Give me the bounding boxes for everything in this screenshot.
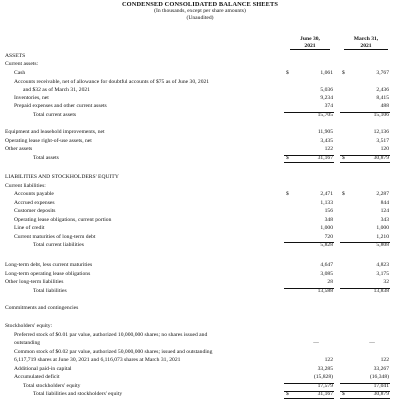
row-label: Accounts payable — [14, 191, 54, 197]
row-label: Preferred stock of $0.01 par value, authorized 10,000,000 shares; no shares issued and — [14, 331, 208, 338]
total-double-rule — [340, 160, 390, 163]
total-double-rule — [284, 160, 334, 163]
currency-symbol: $ — [342, 154, 345, 161]
table-row — [0, 242, 400, 251]
value-march-2021: 8,415 — [376, 95, 389, 101]
table-row — [0, 391, 400, 400]
row-label: Equipment and leasehold improvements, net — [5, 129, 105, 135]
value-march-2021: 30,879 — [373, 391, 389, 397]
subtotal-rule — [340, 242, 390, 243]
row-label: Commitments and contingencies — [5, 305, 79, 311]
currency-symbol: $ — [286, 391, 289, 397]
value-june-2021: 122 — [324, 146, 333, 152]
value-june-2021: 348 — [324, 216, 333, 223]
table-row — [0, 288, 400, 297]
subtotal-rule — [284, 391, 334, 392]
value-march-2021: 13,838 — [373, 287, 389, 294]
row-label: Total current liabilities — [33, 242, 84, 248]
value-june-2021: 9,234 — [320, 95, 333, 101]
row-label: outstanding — [14, 340, 41, 346]
value-june-2021: 1,000 — [320, 225, 333, 231]
total-double-rule — [284, 396, 334, 399]
column-header-march-2021 — [344, 36, 388, 49]
value-march-2021: 3,767 — [376, 70, 389, 76]
value-june-2021: 156 — [324, 208, 333, 214]
value-june-2021: 13,588 — [317, 287, 333, 294]
value-march-2021: 122 — [380, 357, 389, 363]
row-label: Accumulated deficit — [14, 374, 60, 380]
value-june-2021: 5,036 — [320, 86, 333, 93]
value-june-2021: 122 — [324, 357, 333, 363]
row-label: Current liabilities: — [5, 182, 46, 189]
value-march-2021: 1,000 — [376, 225, 389, 231]
row-label: Total stockholders' equity — [23, 382, 81, 389]
value-march-2021: (16,348) — [369, 374, 389, 380]
value-june-2021: 33,285 — [317, 365, 333, 372]
table-row — [0, 305, 400, 314]
statement-title: CONDENSED CONSOLIDATED BALANCE SHEETS — [121, 1, 279, 8]
subtotal-rule — [284, 242, 334, 243]
row-label: Inventories, net — [14, 95, 49, 101]
value-june-2021: 17,579 — [317, 382, 333, 389]
row-label: LIABILITIES AND STOCKHOLDERS' EQUITY — [5, 174, 119, 180]
value-march-2021: 3,517 — [376, 137, 389, 144]
value-june-2021: 3,435 — [320, 137, 333, 144]
value-march-2021: 12,136 — [373, 129, 389, 135]
column-header-line1: June 30, — [300, 36, 320, 42]
row-label: Additional paid-in capital — [14, 365, 72, 372]
value-march-2021: 3,175 — [376, 270, 389, 277]
row-label: 6,117,719 shares at June 30, 2021 and 6,116,073 shares at March 31, 2021 — [14, 357, 181, 363]
subtotal-rule — [284, 155, 334, 156]
value-march-2021: 844 — [380, 199, 389, 206]
currency-symbol: $ — [286, 191, 289, 197]
row-label: Common stock of $0.02 par value, authorized 50,000,000 shares; issued and outstanding — [14, 348, 213, 355]
value-june-2021: (15,828) — [313, 374, 333, 380]
value-june-2021: 374 — [324, 103, 333, 109]
value-june-2021: 15,705 — [317, 111, 333, 118]
value-june-2021: 31,167 — [317, 391, 333, 397]
subtotal-rule — [284, 288, 334, 289]
value-march-2021: 17,041 — [373, 382, 389, 389]
row-label: Current maturities of long-term debt — [14, 233, 96, 240]
row-label: Stockholders' equity: — [5, 323, 53, 329]
value-march-2021: 32 — [383, 279, 389, 285]
currency-symbol: $ — [342, 70, 345, 76]
table-row — [0, 61, 400, 70]
value-june-2021: 2,471 — [320, 191, 333, 197]
total-double-rule — [340, 396, 390, 399]
row-label: Total liabilities — [33, 287, 67, 294]
row-label: Total current assets — [33, 111, 77, 118]
row-label: Cash — [14, 70, 26, 76]
row-label: and $32 as of March 31, 2021 — [23, 86, 90, 93]
currency-symbol: $ — [286, 154, 289, 161]
value-march-2021: 2,436 — [376, 86, 389, 93]
subtotal-rule — [284, 112, 334, 113]
row-label: Accrued expenses — [14, 199, 55, 206]
row-label: Prepaid expenses and other current assets — [14, 103, 107, 109]
subtotal-rule — [340, 383, 390, 384]
row-label: Operating lease obligations, current portion — [14, 216, 112, 223]
value-june-2021: 4,647 — [320, 262, 333, 268]
currency-symbol: $ — [342, 391, 345, 397]
row-label: Long-term debt, less current maturities — [5, 262, 93, 268]
row-label: Customer deposits — [14, 208, 56, 214]
subtotal-rule — [340, 391, 390, 392]
column-header-line2: 2021 — [304, 42, 316, 49]
column-header-june-2021 — [290, 36, 330, 49]
value-march-2021: 343 — [380, 216, 389, 223]
value-march-2021: — — [369, 340, 375, 346]
column-header-line1: March 31, — [353, 36, 379, 42]
value-june-2021: 31,167 — [317, 154, 333, 161]
subtotal-rule — [340, 155, 390, 156]
row-label: Total assets — [33, 154, 59, 161]
row-label: Long-term operating lease obligations — [5, 270, 91, 277]
value-march-2021: 5,808 — [376, 242, 389, 248]
value-june-2021: 720 — [324, 233, 333, 240]
statement-subtitle: (In thousands, except per share amounts) — [154, 8, 246, 14]
currency-symbol: $ — [342, 191, 345, 197]
row-label: Line of credit — [14, 225, 45, 231]
statement-header — [0, 1, 400, 22]
value-march-2021: 30,879 — [373, 154, 389, 161]
table-row — [0, 155, 400, 164]
value-june-2021: 1,061 — [320, 70, 333, 76]
subtotal-rule — [284, 383, 334, 384]
statement-note: (Unaudited) — [186, 15, 214, 21]
value-march-2021: 124 — [380, 208, 389, 214]
value-june-2021: 28 — [327, 279, 333, 285]
row-label: ASSETS — [5, 53, 26, 59]
row-label: Operating lease right-of-use assets, net — [5, 137, 92, 144]
value-march-2021: 33,267 — [373, 365, 389, 372]
row-label: Current assets: — [5, 61, 39, 67]
table-row — [0, 112, 400, 121]
value-june-2021: — — [313, 340, 319, 346]
value-march-2021: 488 — [380, 103, 389, 109]
currency-symbol: $ — [286, 70, 289, 76]
row-label: Other assets — [5, 146, 33, 152]
row-label: Other long-term liabilities — [5, 279, 64, 285]
value-march-2021: 15,106 — [373, 111, 389, 118]
subtotal-rule — [340, 288, 390, 289]
value-march-2021: 2,287 — [376, 191, 389, 197]
value-march-2021: 120 — [380, 146, 389, 152]
subtotal-rule — [340, 112, 390, 113]
column-header-line2: 2021 — [360, 42, 372, 49]
value-march-2021: 1,210 — [376, 233, 389, 240]
value-june-2021: 11,905 — [317, 129, 333, 135]
value-june-2021: 5,828 — [320, 242, 333, 248]
row-label: Total liabilities and stockholders' equity — [33, 391, 123, 397]
value-june-2021: 1,133 — [320, 199, 333, 206]
value-june-2021: 3,085 — [320, 270, 333, 277]
row-label: Accounts receivable, net of allowance for doubtful accounts of $75 as of June 30, 2021 — [14, 78, 210, 85]
value-march-2021: 4,823 — [376, 262, 389, 268]
